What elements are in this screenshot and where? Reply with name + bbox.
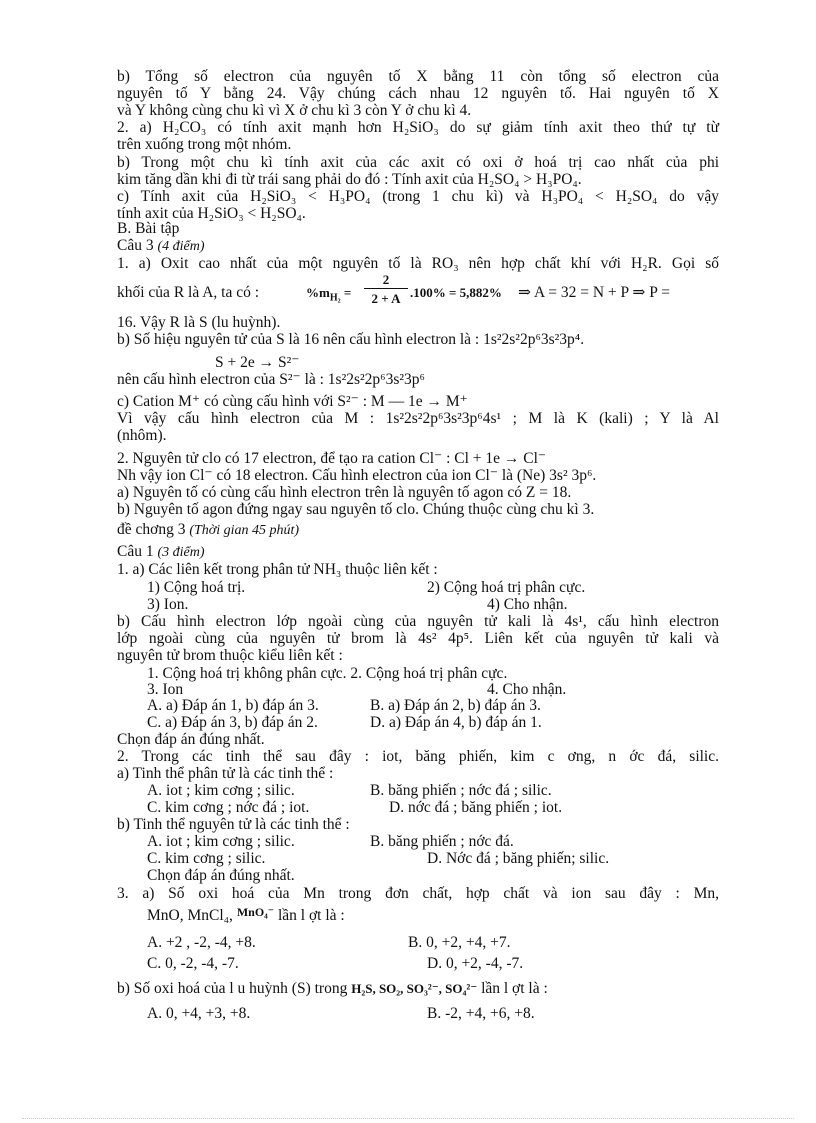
text-line: 2. a) H₂CO₃ có tính axit mạnh hơn H₂SiO₃ do sự giảm tính axit theo thứ tự từ [117,119,719,136]
text-line: b) Số hiệu nguyên tử của S là 16 nên cấu hình electron là : 1s²2s²2p⁶3s²3p⁴. [117,331,585,348]
text-line: 2. Nguyên tử clo có 17 electron, để tạo ra cation Cl⁻ : Cl + 1e → Cl⁻ [117,450,547,467]
text-line: kim tăng dần khi đi từ trái sang phải do đó : Tính axit của H₂SO₄ > H₃PO₄. [117,171,582,188]
text-line: 1. a) Oxit cao nhất của một nguyên tố là RO₃ nên hợp chất khí với H₂R. Gọi số [117,255,719,272]
question-label: Câu 3 [117,237,154,254]
formula-numerator: 2 [382,272,390,287]
answer-option: B. băng phiến ; nớc đá ; silic. [370,782,552,799]
fraction-bar [364,288,408,289]
formula-suffix: ⇒ A = 32 = N + P ⇒ P = [518,284,670,301]
answer-option: A. iot ; kim cơng ; silic. [147,833,295,850]
text-line: c) Tính axit của H₂SiO₃ < H₃PO₄ (trong 1 chu kì) và H₃PO₄ < H₂SO₄ do vậy [117,188,719,205]
page-bottom-border [22,1118,794,1119]
chapter-heading [117,522,719,538]
answer-option: B. 0, +2, +4, +7. [408,934,511,951]
answer-option: A. iot ; kim cơng ; silic. [147,782,295,799]
text-line: nguyên tử brom thuộc kiểu liên kết : [117,647,343,664]
text-line: Vì vậy cấu hình electron của M : 1s²2s²2p⁶3s²3p⁶4s¹ ; M là K (kali) ; Y là Al [117,410,719,427]
answer-option: A. a) Đáp án 1, b) đáp án 3. [147,697,319,714]
mn-tail: lần l ợt là : [277,907,345,924]
text-line: Nh vậy ion Cl⁻ có 18 electron. Cấu hình electron của ion Cl⁻ là (Ne) 3s² 3p⁶. [117,467,597,484]
option-item: 4) Cho nhận. [487,596,568,613]
formula-lhs: $\%m_{H_2}$ = [306,285,352,304]
option-item: 4. Cho nhận. [487,681,567,698]
answer-option: B. a) Đáp án 2, b) đáp án 3. [370,697,541,714]
answer-option: C. 0, -2, -4, -7. [147,955,239,972]
text-line: lớp ngoài cùng của nguyên tử brom là 4s² 4p⁵. Liên kết của nguyên tử kali và [117,630,719,647]
text-line: 1. a) Các liên kết trong phân tử NH₃ thuộc liên kết : [117,561,438,578]
text-line: Chọn đáp án đúng nhất. [117,731,265,748]
question-points: (4 điểm) [157,239,205,254]
s-species: H₂S, SO₂, SO₃²⁻, SO₄²⁻ [351,981,478,996]
text-line: nguyên tố Y bằng 24. Vậy chúng cách nhau 12 nguyên tố. Hai nguyên tố X [117,85,719,102]
chapter-time: (Thời gian 45 phút) [189,523,300,538]
text-line: Chọn đáp án đúng nhất. [147,867,295,884]
text-line: (nhôm). [117,427,167,444]
chapter-label: đề chơng 3 [117,521,186,538]
answer-option: D. Nớc đá ; băng phiến; silic. [427,850,610,867]
option-item: 3) Ion. [147,596,189,613]
mn-text: MnO, MnCl₄, [147,907,233,924]
text-line: tính axit của H₂SiO₃ < H₂SO₄. [117,205,306,222]
answer-option: C. kim cơng ; nớc đá ; iot. [147,799,310,816]
s-text: b) Số oxi hoá của l u huỳnh (S) trong [117,980,348,997]
question-label: Câu 1 [117,543,154,560]
text-line: b) Trong một chu kì tính axit của các axit có oxi ở hoá trị cao nhất của phi [117,154,719,171]
question-heading [117,544,719,560]
answer-option: D. 0, +2, -4, -7. [427,955,524,972]
section-heading: B. Bài tập [117,220,180,237]
text-line: b) Cấu hình electron lớp ngoài cùng của nguyên tử kali là 4s¹, cấu hình electron [117,613,719,630]
text-line: 16. Vậy R là S (lu huỳnh). [117,314,281,331]
text-line: nên cấu hình electron của S²⁻ là : 1s²2s²2p⁶3s²3p⁶ [117,371,425,388]
text-line: b) Tổng số electron của nguyên tố X bằng 11 còn tổng số electron của [117,68,719,85]
answer-option: A. +2 , -2, -4, +8. [147,934,256,951]
question-heading [117,238,719,254]
formula-denominator: 2 + A [371,291,401,306]
formula-prefix: khối của R là A, ta có : [117,284,260,301]
equation-line: S + 2e → S²⁻ [215,354,300,371]
text-line: b) Nguyên tố agon đứng ngay sau nguyên tố clo. Chúng thuộc cùng chu kì 3. [117,501,595,518]
mn-line [147,905,749,924]
option-item: 2) Cộng hoá trị phân cực. [427,579,586,596]
question-points: (3 điểm) [157,545,205,560]
answer-option: C. kim cơng ; silic. [147,850,266,867]
s-tail: lần l ợt là : [481,980,548,997]
answer-option: D. a) Đáp án 4, b) đáp án 1. [370,714,542,731]
formula-result: .100% = 5,882% [410,285,502,300]
text-line: trên xuống trong một nhóm. [117,136,292,153]
answer-option: A. 0, +4, +3, +8. [147,1005,251,1022]
answer-option: C. a) Đáp án 3, b) đáp án 2. [147,714,318,731]
formula-line [117,272,719,314]
text-line: b) Tinh thể nguyên tử là các tinh thể : [117,816,350,833]
text-line: 3. a) Số oxi hoá của Mn trong đơn chất, hợp chất và ion sau đây : Mn, [117,885,719,902]
text-line: a) Nguyên tố có cùng cấu hình electron trên là nguyên tố agon có Z = 18. [117,484,572,501]
option-item: 1) Cộng hoá trị. [147,579,246,596]
text-line: a) Tinh thể phân tử là các tinh thể : [117,765,334,782]
text-line: và Y không cùng chu kì vì X ở chu kì 3 còn Y ở chu kì 4. [117,102,472,119]
s-line [117,981,719,996]
text-line: 2. Trong các tinh thể sau đây : iot, băng phiến, kim c ơng, n ớc đá, silic. [117,748,719,765]
option-item: 1. Cộng hoá trị không phân cực. 2. Cộng hoá trị phân cực. [147,665,508,682]
answer-option: B. -2, +4, +6, +8. [427,1005,535,1022]
answer-option: B. băng phiến ; nớc đá. [370,833,514,850]
option-item: 3. Ion [147,681,184,698]
mn-ion: MnO₄⁻ [236,905,275,919]
text-line: c) Cation M⁺ có cùng cấu hình với S²⁻ : M — 1e → M⁺ [117,393,468,410]
answer-option: D. nớc đá ; băng phiến ; iot. [389,799,563,816]
